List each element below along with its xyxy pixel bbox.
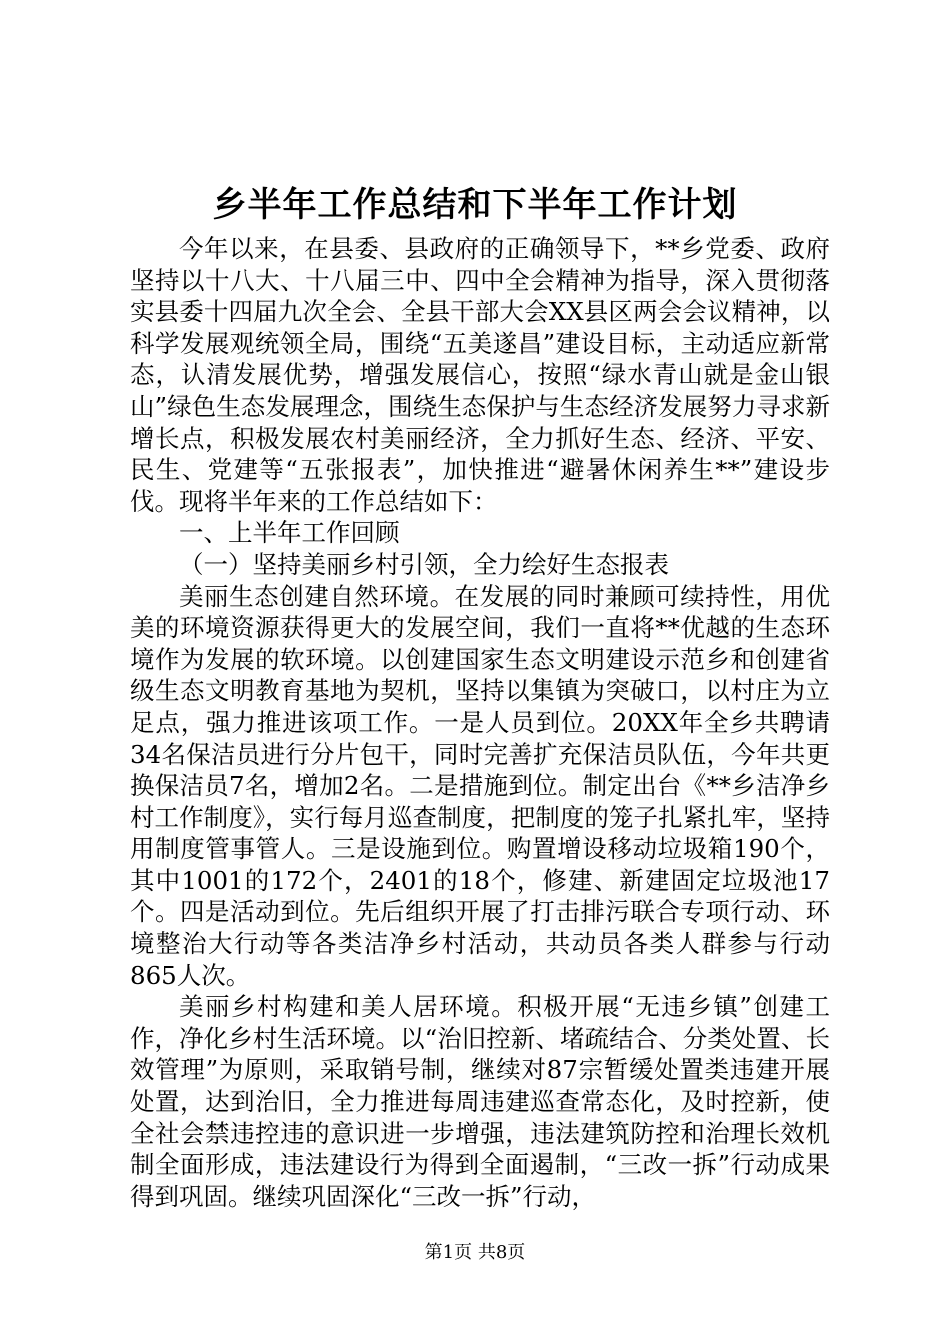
intro-paragraph: 今年以来，在县委、县政府的正确领导下，**乡党委、政府坚持以十八大、十八届三中、四中全会精神为指导，深入贯彻落实县委十四届九次全会、全县干部大会XX县区两会会议精神，以科学发展观统领全局，围绕“五美遂昌”建设目标，主动适应新常态，认清发展优势，增强发展信心，按照“绿水青山就是金山银山”绿色生态发展理念，围绕生态保护与生态经济发展努力寻求新增长点，积极发展农村美丽经济，全力抓好生态、经济、平安、民生、党建等“五张报表”，加快推进“避暑休闲养生**”建设步伐。现将半年来的工作总结如下：	[130, 234, 830, 516]
section-heading: 一、上半年工作回顾	[179, 518, 400, 548]
body-paragraph: 美丽乡村构建和美人居环境。积极开展“无违乡镇”创建工作，净化乡村生活环境。以“治旧控新、堵疏结合、分类处置、长效管理”为原则，采取销号制，继续对87宗暂缓处置类违建开展处置，达到治旧，全力推进每周违建巡查常态化，及时控新，使全社会禁违控违的意识进一步增强，违法建筑防控和治理长效机制全面形成，违法建设行为得到全面遏制，“三改一拆”行动成果得到巩固。继续巩固深化“三改一拆”行动，	[130, 992, 830, 1211]
document-title: 乡半年工作总结和下半年工作计划	[212, 185, 738, 225]
subsection-heading: （一）坚持美丽乡村引领，全力绘好生态报表	[179, 549, 669, 579]
body-paragraph: 美丽生态创建自然环境。在发展的同时兼顾可续持性，用优美的环境资源获得更大的发展空间，我们一直将**优越的生态环境作为发展的软环境。以创建国家生态文明建设示范乡和创建省级生态文明教育基地为契机，坚持以集镇为突破口，以村庄为立足点，强力推进该项工作。一是人员到位。20XX年全乡共聘请34名保洁员进行分片包干，同时完善扩充保洁员队伍，今年共更换保洁员7名，增加2名。二是措施到位。制定出台《**乡洁净乡村工作制度》，实行每月巡查制度，把制度的笼子扎紧扎牢，坚持用制度管事管人。三是设施到位。购置增设移动垃圾箱190个，其中1001的172个，2401的18个，修建、新建固定垃圾池17个。四是活动到位。先后组织开展了打击排污联合专项行动、环境整治大行动等各类洁净乡村活动，共动员各类人群参与行动865人次。	[130, 581, 830, 990]
document-body	[130, 233, 830, 1212]
page-footer: 第1页 共8页	[424, 1242, 526, 1263]
